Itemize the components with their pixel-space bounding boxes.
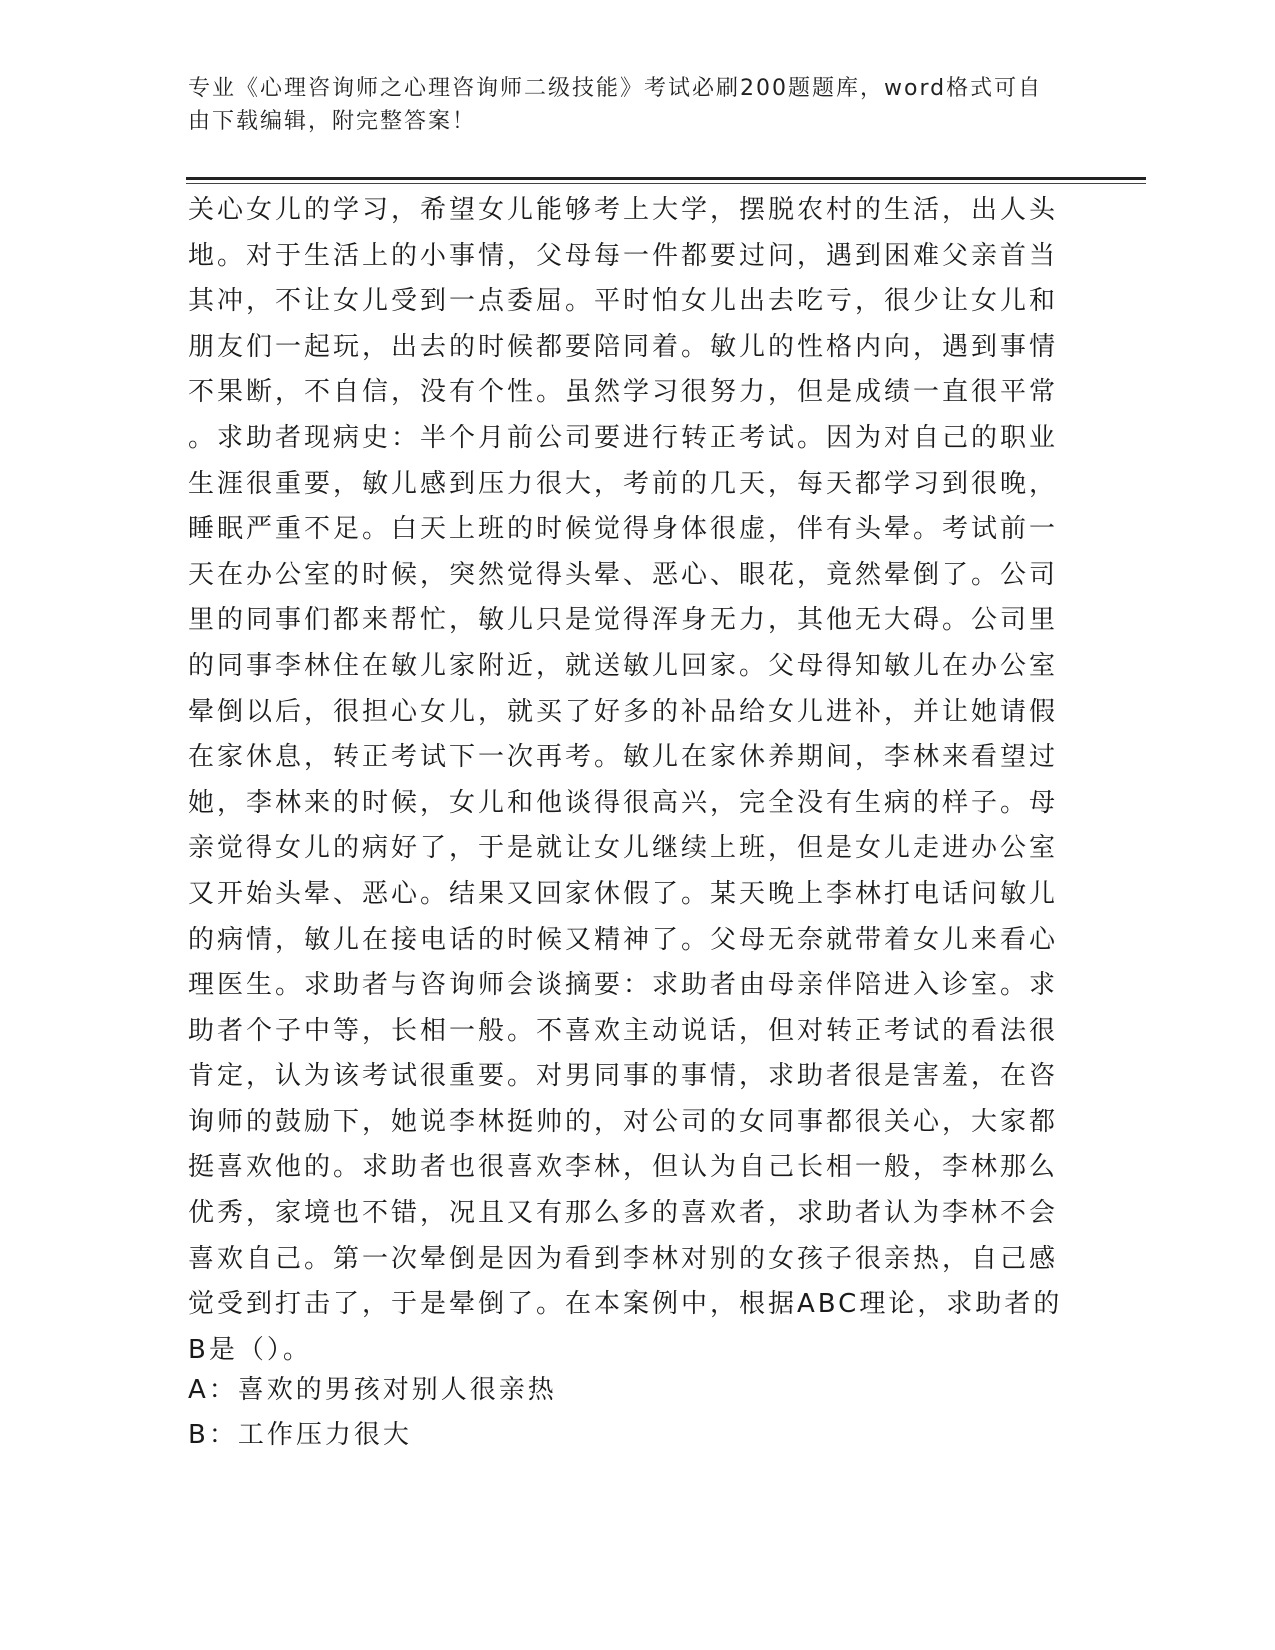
passage-line: 肯定，认为该考试很重要。对男同事的事情，求助者很是害羞，在咨 — [188, 1061, 1059, 1092]
passage-line: 生涯很重要，敏儿感到压力很大，考前的几天，每天都学习到很晚， — [188, 468, 1059, 499]
passage-line: 优秀，家境也不错，况且又有那么多的喜欢者，求助者认为李林不会 — [188, 1198, 1059, 1229]
passage-line: 。求助者现病史：半个月前公司要进行转正考试。因为对自己的职业 — [188, 422, 1059, 453]
header-line-2: 由下载编辑，附完整答案！ — [188, 109, 477, 134]
passage-line: 觉受到打击了，于是晕倒了。在本案例中，根据ABC理论，求助者的 — [188, 1289, 1063, 1320]
passage-line: 朋友们一起玩，出去的时候都要陪同着。敏儿的性格内向，遇到事情 — [188, 331, 1059, 362]
passage-line: 关心女儿的学习，希望女儿能够考上大学，摆脱农村的生活，出人头 — [188, 195, 1059, 225]
header-line-1: 专业《心理咨询师之心理咨询师二级技能》考试必刷200题题库，word格式可自 — [188, 76, 1043, 101]
header-divider-thick — [186, 177, 1146, 180]
passage-line: 理医生。求助者与咨询师会谈摘要：求助者由母亲伴陪进入诊室。求 — [188, 970, 1059, 1001]
passage-line: 的病情，敏儿在接电话的时候又精神了。父母无奈就带着女儿来看心 — [188, 924, 1059, 955]
question-passage — [188, 188, 1064, 1373]
passage-line: 助者个子中等，长相一般。不喜欢主动说话，但对转正考试的看法很 — [188, 1015, 1059, 1046]
passage-line: 在家休息，转正考试下一次再考。敏儿在家休养期间，李林来看望过 — [188, 742, 1059, 773]
answer-options — [188, 1368, 1064, 1458]
passage-line: 不果断，不自信，没有个性。虽然学习很努力，但是成绩一直很平常 — [188, 377, 1059, 408]
passage-line: 天在办公室的时候，突然觉得头晕、恶心、眼花，竟然晕倒了。公司 — [188, 559, 1059, 590]
passage-line: B是（）。 — [188, 1334, 312, 1365]
header-divider-thin — [186, 183, 1146, 184]
passage-line: 喜欢自己。第一次晕倒是因为看到李林对别的女孩子很亲热，自己感 — [188, 1243, 1059, 1274]
passage-line: 挺喜欢他的。求助者也很喜欢李林，但认为自己长相一般，李林那么 — [188, 1152, 1059, 1183]
passage-line: 又开始头晕、恶心。结果又回家休假了。某天晚上李林打电话问敏儿 — [188, 878, 1059, 909]
passage-line: 其冲，不让女儿受到一点委屈。平时怕女儿出去吃亏，很少让女儿和 — [188, 286, 1059, 317]
document-header — [188, 72, 1068, 138]
passage-line: 里的同事们都来帮忙，敏儿只是觉得浑身无力，其他无大碍。公司里 — [188, 605, 1059, 636]
passage-line: 她，李林来的时候，女儿和他谈得很高兴，完全没有生病的样子。母 — [188, 787, 1059, 818]
option-a: A：喜欢的男孩对别人很亲热 — [188, 1375, 557, 1405]
option-b: B：工作压力很大 — [188, 1420, 412, 1450]
passage-line: 亲觉得女儿的病好了，于是就让女儿继续上班，但是女儿走进办公室 — [188, 833, 1059, 864]
passage-line: 睡眠严重不足。白天上班的时候觉得身体很虚，伴有头晕。考试前一 — [188, 514, 1059, 545]
passage-line: 询师的鼓励下，她说李林挺帅的，对公司的女同事都很关心，大家都 — [188, 1106, 1059, 1137]
passage-line: 地。对于生活上的小事情，父母每一件都要过问，遇到困难父亲首当 — [188, 240, 1059, 271]
passage-line: 的同事李林住在敏儿家附近，就送敏儿回家。父母得知敏儿在办公室 — [188, 650, 1059, 681]
passage-line: 晕倒以后，很担心女儿，就买了好多的补品给女儿进补，并让她请假 — [188, 696, 1059, 727]
